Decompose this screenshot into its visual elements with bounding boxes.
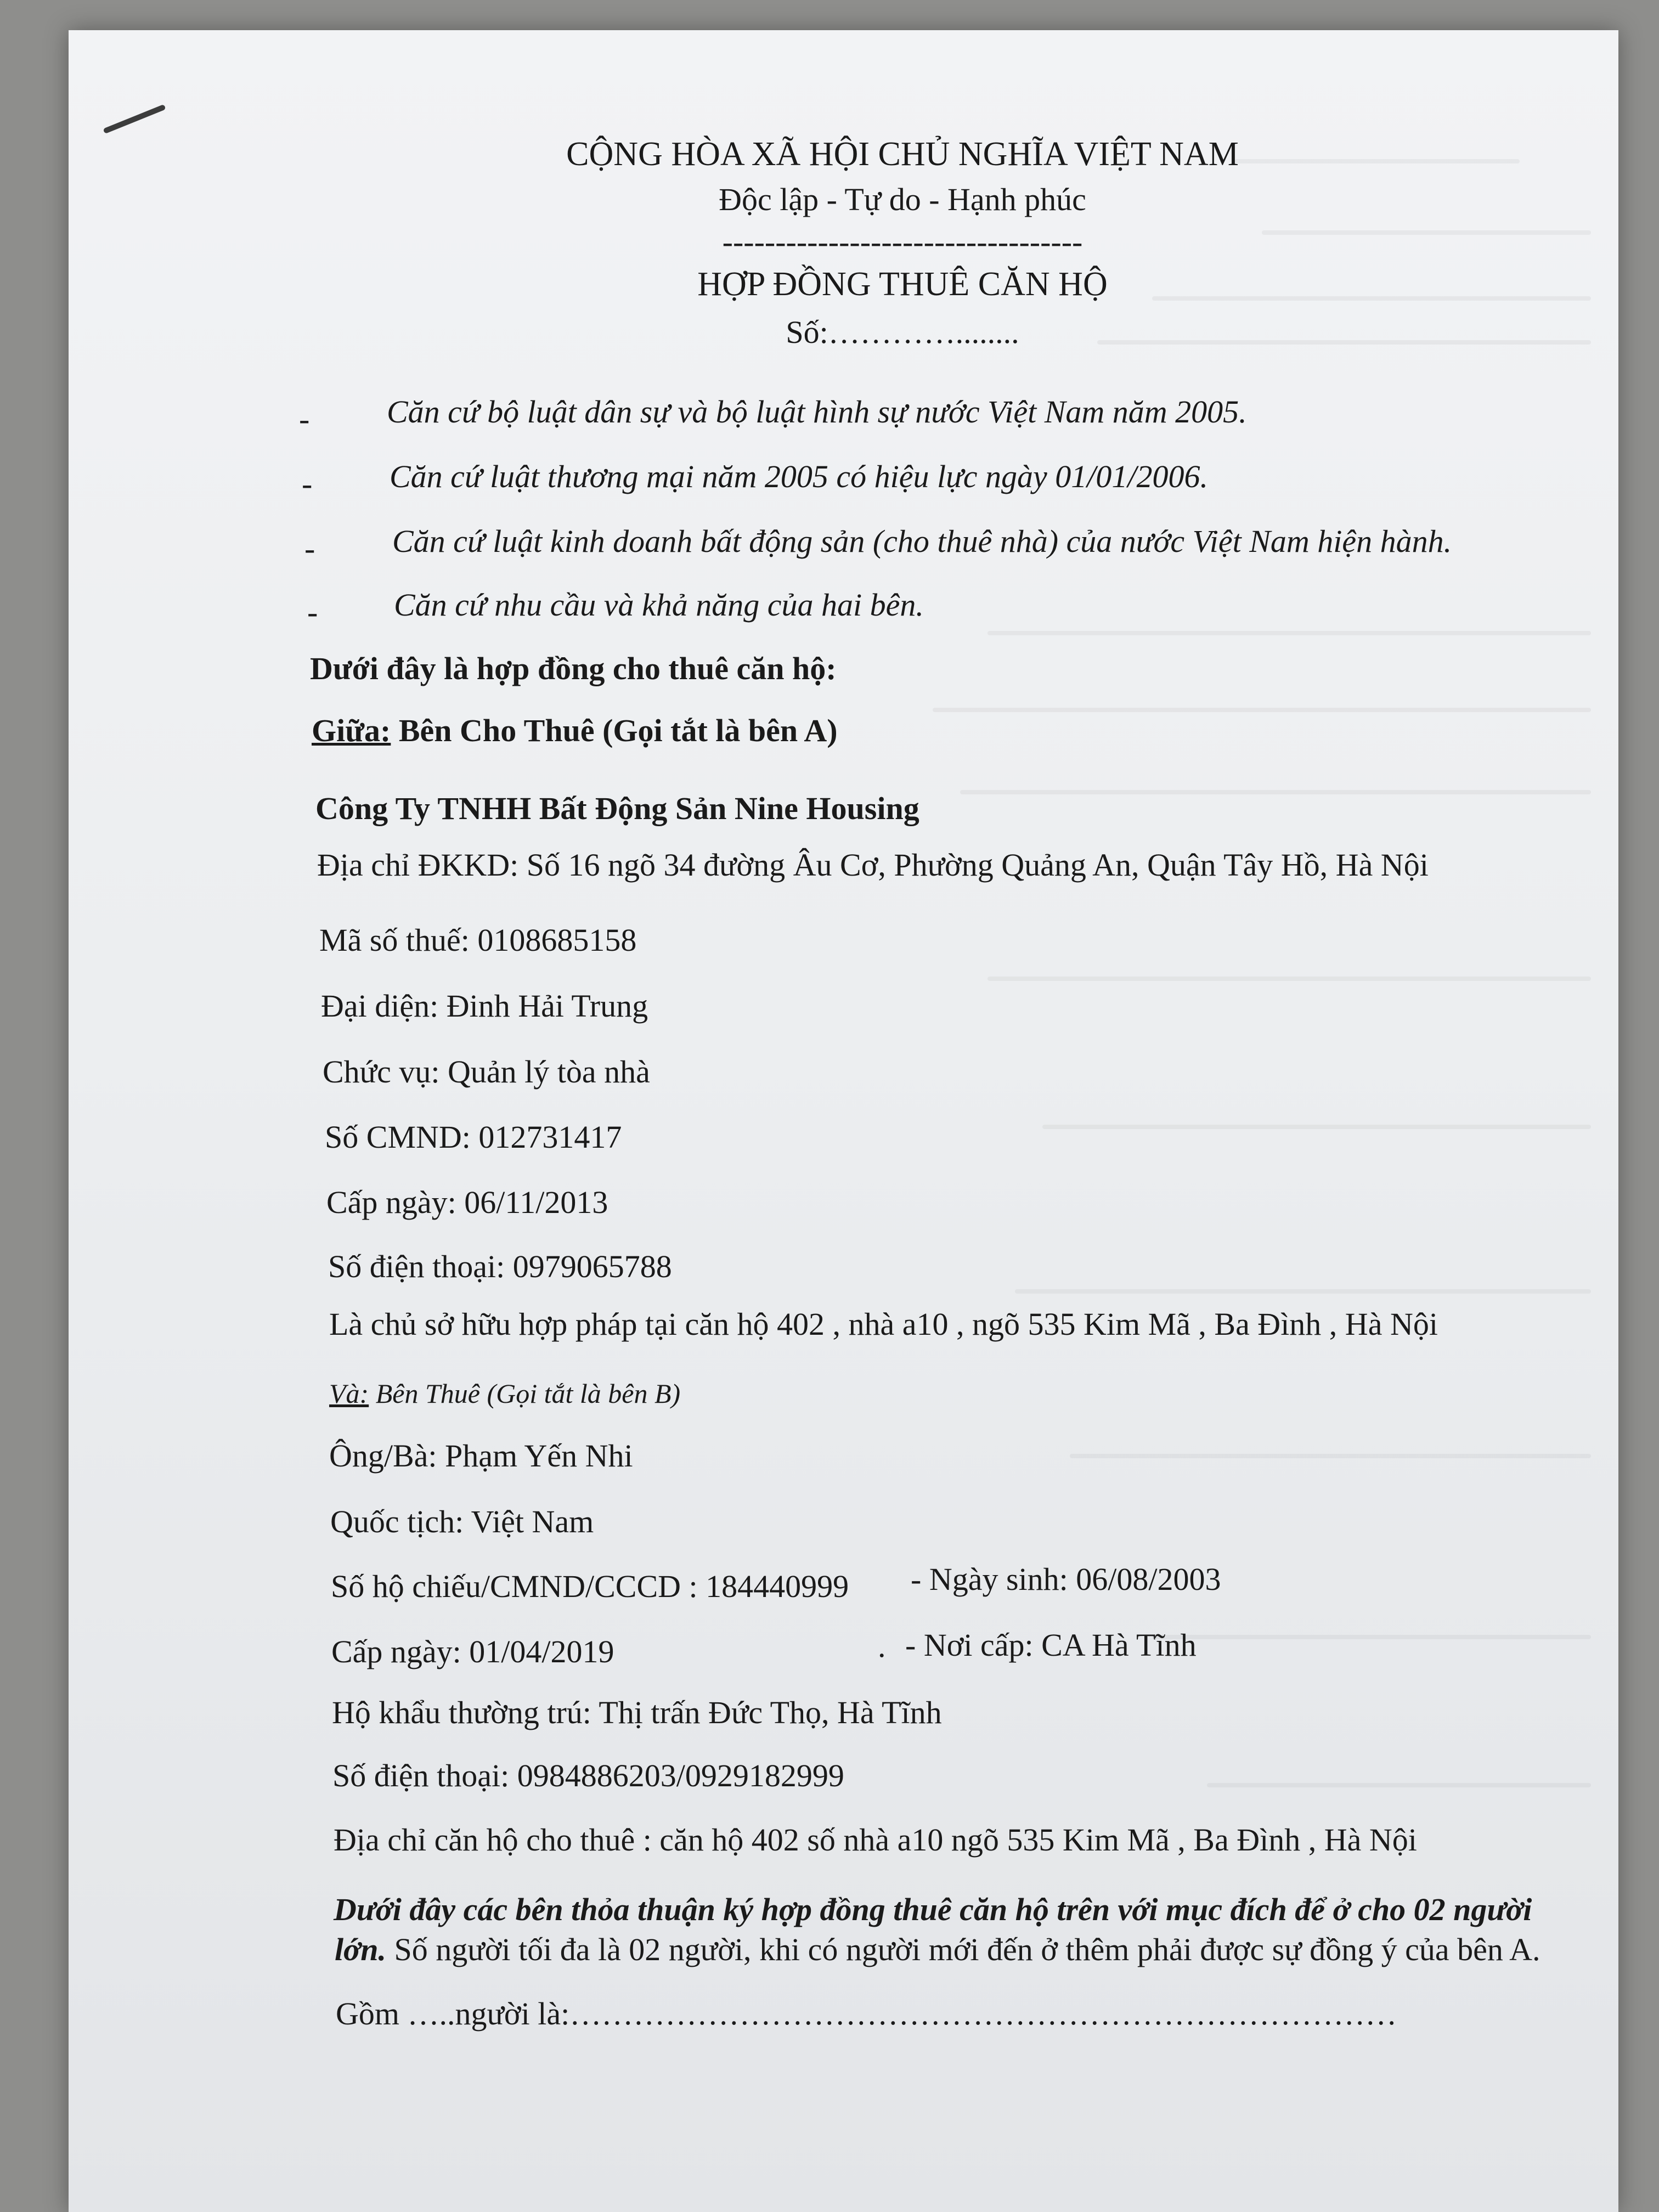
agreement-line-1: Dưới đây các bên thỏa thuận ký hợp đồng thuê căn hộ trên với mục đích để ở cho 02 người	[334, 1892, 1532, 1927]
motto: Độc lập - Tự do - Hạnh phúc	[719, 182, 1086, 217]
party-b-heading	[329, 1380, 680, 1407]
party-a-role: Bên Cho Thuê (Gọi tắt là bên A)	[391, 713, 838, 748]
bullet-dash: -	[302, 466, 313, 501]
party-b-issue-place: - Nơi cấp: CA Hà Tĩnh	[905, 1627, 1197, 1663]
party-b-issue-date: Cấp ngày: 01/04/2019	[331, 1634, 614, 1669]
basis-item: Căn cứ bộ luật dân sự và bộ luật hình sự nước Việt Nam năm 2005.	[387, 394, 1247, 430]
party-a-issue-date: Cấp ngày: 06/11/2013	[326, 1184, 608, 1220]
party-b-birth-date: - Ngày sinh: 06/08/2003	[911, 1561, 1221, 1597]
party-a-ownership: Là chủ sở hữu hợp pháp tại căn hộ 402 , nhà a10 , ngõ 535 Kim Mã , Ba Đình , Hà Nội	[329, 1306, 1438, 1342]
contract-page	[69, 30, 1618, 2212]
party-a-address: Địa chỉ ĐKKD: Số 16 ngõ 34 đường Âu Cơ, Phường Quảng An, Quận Tây Hồ, Hà Nội	[317, 847, 1429, 883]
party-b-residence: Hộ khẩu thường trú: Thị trấn Đức Thọ, Hà Tĩnh	[332, 1695, 942, 1730]
party-a-heading	[312, 715, 838, 747]
basis-item: Căn cứ luật thương mại năm 2005 có hiệu lực ngày 01/01/2006.	[390, 459, 1208, 494]
party-a-position: Chức vụ: Quản lý tòa nhà	[323, 1054, 650, 1090]
party-b-rental-address: Địa chỉ căn hộ cho thuê : căn hộ 402 số nhà a10 ngõ 535 Kim Mã , Ba Đình , Hà Nội	[334, 1822, 1417, 1858]
agreement-line-2-rest: Số người tối đa là 02 người, khi có người mới đến ở thêm phải được sự đồng ý của bên A.	[386, 1932, 1541, 1967]
basis-item: Căn cứ nhu cầu và khả năng của hai bên.	[394, 587, 924, 623]
party-b-phone: Số điện thoại: 0984886203/0929182999	[332, 1758, 844, 1793]
bullet-dash: -	[307, 594, 318, 630]
party-b-label: Và:	[329, 1378, 369, 1409]
agreement-line-2-bold: lớn.	[335, 1932, 386, 1967]
party-b-issue-dot: .	[878, 1628, 886, 1664]
document-title: HỢP ĐỒNG THUÊ CĂN HỘ	[697, 266, 1108, 303]
party-a-phone: Số điện thoại: 0979065788	[328, 1249, 672, 1284]
bullet-dash: -	[304, 531, 315, 566]
occupants-line: Gồm …..người là:……………………………………………………………………	[336, 1996, 1397, 2032]
party-a-company: Công Ty TNHH Bất Động Sản Nine Housing	[315, 791, 919, 826]
country-heading: CỘNG HÒA XÃ HỘI CHỦ NGHĨA VIỆT NAM	[566, 136, 1239, 173]
contract-intro: Dưới đây là hợp đồng cho thuê căn hộ:	[310, 651, 837, 686]
basis-item: Căn cứ luật kinh doanh bất động sản (cho thuê nhà) của nước Việt Nam hiện hành.	[392, 523, 1452, 559]
party-b-role: Bên Thuê (Gọi tắt là bên B)	[369, 1378, 681, 1409]
document-number: Số:…………........	[786, 314, 1019, 350]
agreement-line-2	[335, 1934, 1541, 1966]
party-a-representative: Đại diện: Đinh Hải Trung	[321, 988, 648, 1024]
party-b-id-number: Số hộ chiếu/CMND/CCCD : 184440999	[331, 1568, 849, 1604]
party-a-label: Giữa:	[312, 713, 391, 748]
bullet-dash: -	[299, 401, 310, 437]
party-b-nationality: Quốc tịch: Việt Nam	[330, 1504, 594, 1539]
party-a-id-number: Số CMND: 012731417	[325, 1119, 622, 1155]
party-b-name: Ông/Bà: Phạm Yến Nhi	[329, 1438, 633, 1474]
party-a-tax-code: Mã số thuế: 0108685158	[319, 922, 637, 958]
heading-separator: ----------------------------------	[722, 224, 1083, 259]
